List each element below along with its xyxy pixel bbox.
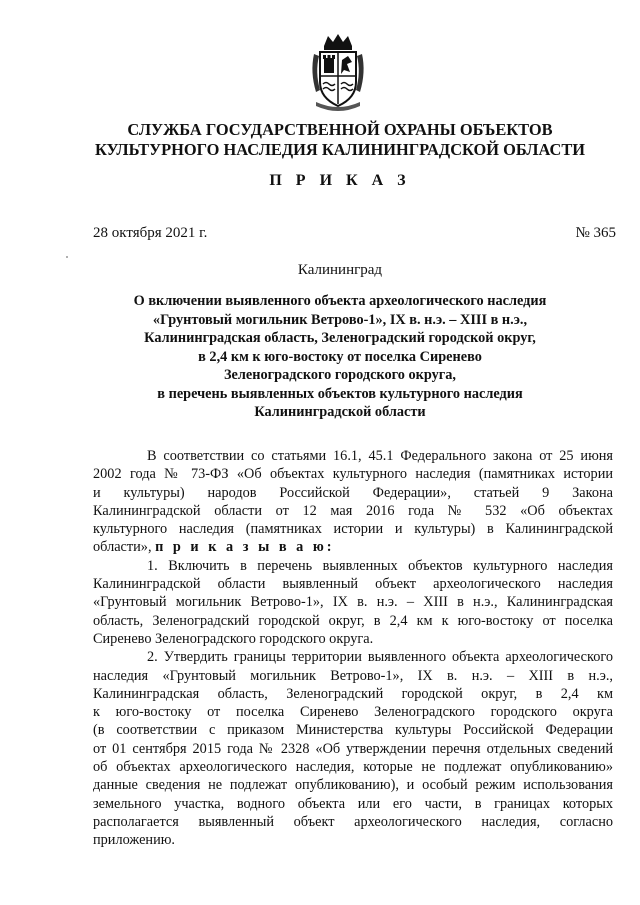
body-line: область, Зеленоградский городской округ, в 2,4 км к юго-востоку от поселка xyxy=(93,612,613,629)
agency-name-line1: СЛУЖБА ГОСУДАРСТВЕННОЙ ОХРАНЫ ОБЪЕКТОВ xyxy=(127,120,553,139)
body-line: Калининградской области от 12 мая 2016 года № 532 «Об объектах xyxy=(93,502,613,519)
body-line: земельного участка, водного объекта или его части, в границах которых xyxy=(93,795,613,812)
item-2-paragraph xyxy=(93,648,613,849)
body-line: 2. Утвердить границы территории выявленного объекта археологического xyxy=(147,649,613,666)
document-title xyxy=(60,292,620,422)
document-number: № 365 xyxy=(575,225,616,241)
body-line xyxy=(93,538,613,556)
title-line: «Грунтовый могильник Ветрово-1», IX в. н.э. – XIII в н.э., xyxy=(152,311,528,328)
coat-of-arms-icon xyxy=(306,32,370,112)
order-word: п р и к а з ы в а ю: xyxy=(155,539,335,556)
intro-paragraph xyxy=(93,447,613,557)
item-1-paragraph xyxy=(93,557,613,648)
intro-last-text: области», xyxy=(93,539,152,556)
body-line: Сиренево Зеленоградского городского округа. xyxy=(93,630,374,647)
body-line: культурного наследия (памятниках истории и культуры) в Калининградской xyxy=(93,521,613,538)
body-line: располагается выявленный объект археологического наследия, согласно xyxy=(93,813,613,830)
body-line: и культуры) народов Российской Федерации», статьей 9 Закона xyxy=(93,484,613,501)
agency-header xyxy=(60,120,620,160)
body-line: В соответствии со статьями 16.1, 45.1 Федерального закона от 25 июня xyxy=(147,448,613,464)
title-line: в перечень выявленных объектов культурного наследия xyxy=(157,385,523,402)
body-line: Калининградская область, Зеленоградский городской округ, в 2,4 км xyxy=(93,685,613,702)
title-line: в 2,4 км к юго-востоку от поселка Сиренево xyxy=(198,348,482,365)
scan-speck xyxy=(66,256,68,258)
body-line: 2002 года № 73-ФЗ «Об объектах культурного наследия (памятниках истории xyxy=(93,466,613,483)
title-line: Калининградской области xyxy=(254,404,426,420)
document-date: 28 октября 2021 г. xyxy=(93,225,208,241)
body-line: наследия «Грунтовый могильник Ветрово-1», IX в. н.э. – XIII в н.э., xyxy=(93,667,613,684)
body-line: от 01 сентября 2015 года № 2328 «Об утверждении перечня отдельных сведений xyxy=(93,740,613,757)
body-line: «Грунтовый могильник Ветрово-1», IX в. н.э. – XIII в н.э., Калининградская xyxy=(93,594,613,611)
body-line: (в соответствии с приказом Министерства культуры Российской Федерации xyxy=(93,722,613,739)
coat-of-arms-graphic xyxy=(306,32,370,112)
body-line: Калининградской области выявленный объект археологического наследия xyxy=(93,576,613,593)
document-type: П Р И К А З xyxy=(269,172,411,189)
body-line: к юго-востоку от поселка Сиренево Зеленоградского городского округа xyxy=(93,704,613,721)
document-body xyxy=(93,447,613,850)
body-line: 1. Включить в перечень выявленных объектов культурного наследия xyxy=(147,557,613,574)
body-line: данные сведения не подлежат опубликованию), и особый режим использования xyxy=(93,777,613,794)
title-line: Калининградская область, Зеленоградский городской округ, xyxy=(144,330,536,346)
document-city: Калининград xyxy=(297,262,383,278)
agency-name-line2: КУЛЬТУРНОГО НАСЛЕДИЯ КАЛИНИНГРАДСКОЙ ОБЛАСТИ xyxy=(94,140,586,159)
title-line: Зеленоградского городского округа, xyxy=(224,367,456,383)
body-line: об объектах археологического наследия, которые не подлежат опубликованию» xyxy=(93,759,613,776)
body-line: приложению. xyxy=(93,832,175,849)
title-line: О включении выявленного объекта археологического наследия xyxy=(133,293,547,309)
